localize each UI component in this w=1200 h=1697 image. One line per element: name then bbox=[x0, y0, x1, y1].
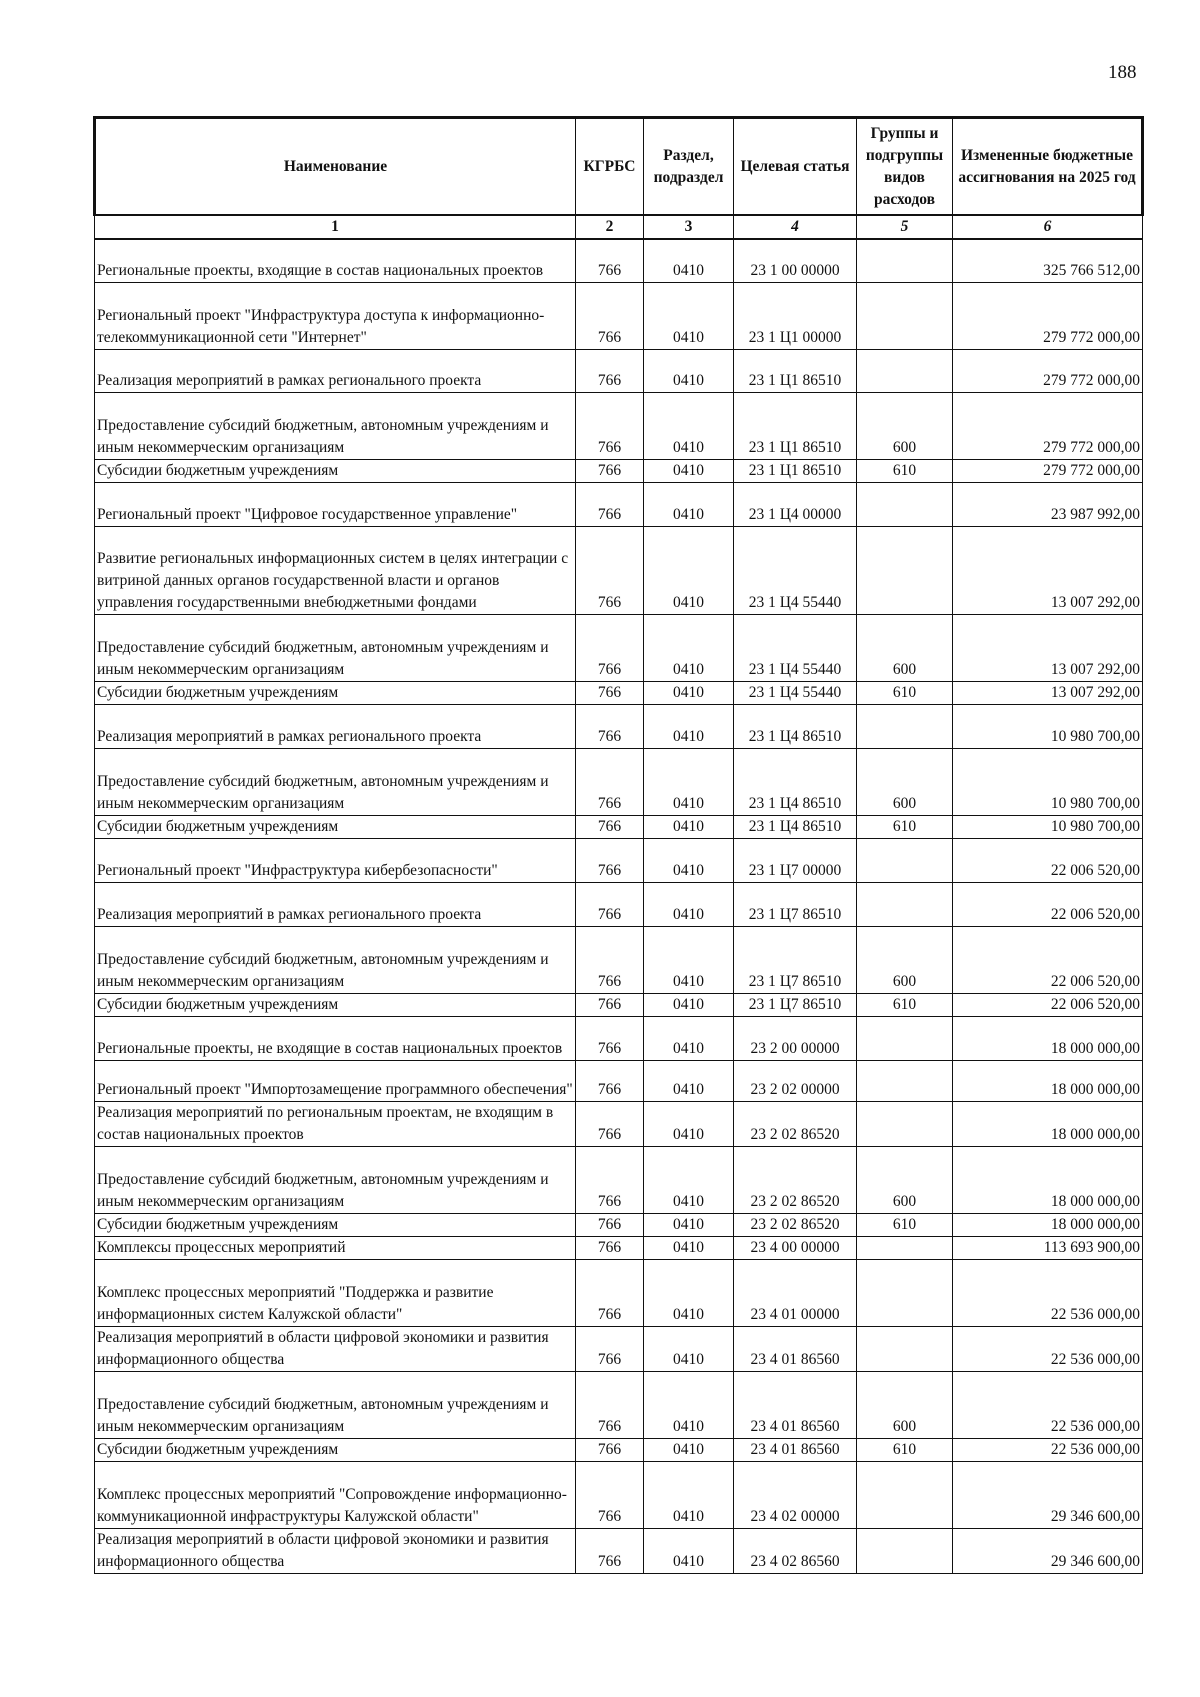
table-row bbox=[95, 1461, 1143, 1528]
row-name: Предоставление субсидий бюджетным, автономным учреждениям и иным некоммерческим организациям bbox=[95, 748, 576, 815]
row-kgrbs: 766 bbox=[576, 1016, 644, 1060]
row-amount: 22 006 520,00 bbox=[953, 926, 1143, 993]
table-row bbox=[95, 1528, 1143, 1573]
row-kgrbs: 766 bbox=[576, 392, 644, 459]
row-razdel: 0410 bbox=[644, 282, 734, 349]
row-kgrbs: 766 bbox=[576, 482, 644, 526]
row-statya: 23 2 00 00000 bbox=[734, 1016, 857, 1060]
row-amount: 22 006 520,00 bbox=[953, 882, 1143, 926]
row-name: Комплекс процессных мероприятий "Поддержка и развитие информационных систем Калужской области" bbox=[95, 1259, 576, 1326]
row-vid: 600 bbox=[857, 1371, 953, 1438]
row-amount: 18 000 000,00 bbox=[953, 1146, 1143, 1213]
column-number: 5 bbox=[857, 215, 953, 239]
row-name: Региональные проекты, входящие в состав национальных проектов bbox=[95, 239, 576, 282]
page-number: 188 bbox=[1108, 62, 1137, 83]
header-kgrbs: КГРБС bbox=[576, 118, 644, 216]
row-vid: 600 bbox=[857, 926, 953, 993]
row-vid bbox=[857, 482, 953, 526]
row-vid bbox=[857, 1101, 953, 1146]
row-vid: 600 bbox=[857, 1146, 953, 1213]
row-razdel: 0410 bbox=[644, 1016, 734, 1060]
row-razdel: 0410 bbox=[644, 459, 734, 482]
table-row bbox=[95, 1326, 1143, 1371]
row-vid: 610 bbox=[857, 459, 953, 482]
row-name: Комплекс процессных мероприятий "Сопровождение информационно-коммуникационной инфраструктуры Калужской области" bbox=[95, 1461, 576, 1528]
row-kgrbs: 766 bbox=[576, 1060, 644, 1101]
row-name: Реализация мероприятий по региональным проектам, не входящим в состав национальных проектов bbox=[95, 1101, 576, 1146]
row-statya: 23 1 Ц1 86510 bbox=[734, 459, 857, 482]
row-kgrbs: 766 bbox=[576, 1371, 644, 1438]
row-amount: 10 980 700,00 bbox=[953, 704, 1143, 748]
row-razdel: 0410 bbox=[644, 1060, 734, 1101]
row-razdel: 0410 bbox=[644, 392, 734, 459]
row-vid bbox=[857, 704, 953, 748]
row-kgrbs: 766 bbox=[576, 815, 644, 838]
table-row bbox=[95, 681, 1143, 704]
row-vid bbox=[857, 1326, 953, 1371]
column-number: 4 bbox=[734, 215, 857, 239]
row-kgrbs: 766 bbox=[576, 1461, 644, 1528]
row-statya: 23 2 02 86520 bbox=[734, 1213, 857, 1236]
row-vid bbox=[857, 239, 953, 282]
row-kgrbs: 766 bbox=[576, 748, 644, 815]
table-row bbox=[95, 704, 1143, 748]
column-number: 3 bbox=[644, 215, 734, 239]
row-vid bbox=[857, 1236, 953, 1259]
row-vid: 610 bbox=[857, 681, 953, 704]
row-name: Субсидии бюджетным учреждениям bbox=[95, 1213, 576, 1236]
row-amount: 13 007 292,00 bbox=[953, 681, 1143, 704]
table-row bbox=[95, 1213, 1143, 1236]
row-statya: 23 4 01 86560 bbox=[734, 1438, 857, 1461]
row-statya: 23 1 Ц7 86510 bbox=[734, 926, 857, 993]
row-name: Реализация мероприятий в рамках регионального проекта bbox=[95, 349, 576, 392]
row-kgrbs: 766 bbox=[576, 282, 644, 349]
row-name: Реализация мероприятий в рамках регионального проекта bbox=[95, 704, 576, 748]
row-name: Реализация мероприятий в рамках регионального проекта bbox=[95, 882, 576, 926]
row-razdel: 0410 bbox=[644, 1438, 734, 1461]
row-statya: 23 4 01 00000 bbox=[734, 1259, 857, 1326]
row-amount: 13 007 292,00 bbox=[953, 526, 1143, 614]
row-name: Региональные проекты, не входящие в состав национальных проектов bbox=[95, 1016, 576, 1060]
row-amount: 23 987 992,00 bbox=[953, 482, 1143, 526]
table-row bbox=[95, 1438, 1143, 1461]
row-kgrbs: 766 bbox=[576, 239, 644, 282]
row-razdel: 0410 bbox=[644, 1236, 734, 1259]
row-amount: 279 772 000,00 bbox=[953, 282, 1143, 349]
row-statya: 23 4 02 86560 bbox=[734, 1528, 857, 1573]
row-kgrbs: 766 bbox=[576, 1101, 644, 1146]
header-amount: Измененные бюджетные ассигнования на 2025 год bbox=[953, 118, 1143, 216]
row-vid: 600 bbox=[857, 748, 953, 815]
row-statya: 23 4 02 00000 bbox=[734, 1461, 857, 1528]
row-razdel: 0410 bbox=[644, 681, 734, 704]
table-body bbox=[95, 239, 1143, 1573]
row-vid bbox=[857, 282, 953, 349]
row-razdel: 0410 bbox=[644, 1146, 734, 1213]
row-kgrbs: 766 bbox=[576, 526, 644, 614]
row-vid bbox=[857, 882, 953, 926]
row-amount: 279 772 000,00 bbox=[953, 459, 1143, 482]
row-statya: 23 1 Ц4 55440 bbox=[734, 681, 857, 704]
table-row bbox=[95, 1016, 1143, 1060]
table-row bbox=[95, 838, 1143, 882]
row-name: Предоставление субсидий бюджетным, автономным учреждениям и иным некоммерческим организациям bbox=[95, 1371, 576, 1438]
row-razdel: 0410 bbox=[644, 1213, 734, 1236]
row-vid bbox=[857, 1528, 953, 1573]
table-row bbox=[95, 459, 1143, 482]
table-row bbox=[95, 882, 1143, 926]
row-name: Региональный проект "Импортозамещение программного обеспечения" bbox=[95, 1060, 576, 1101]
row-razdel: 0410 bbox=[644, 1326, 734, 1371]
row-amount: 22 536 000,00 bbox=[953, 1371, 1143, 1438]
header-statya: Целевая статья bbox=[734, 118, 857, 216]
row-statya: 23 1 Ц4 55440 bbox=[734, 614, 857, 681]
row-statya: 23 1 Ц1 00000 bbox=[734, 282, 857, 349]
row-razdel: 0410 bbox=[644, 882, 734, 926]
row-razdel: 0410 bbox=[644, 349, 734, 392]
row-kgrbs: 766 bbox=[576, 838, 644, 882]
row-name: Субсидии бюджетным учреждениям bbox=[95, 681, 576, 704]
table-row bbox=[95, 282, 1143, 349]
table-row bbox=[95, 526, 1143, 614]
row-statya: 23 1 Ц4 55440 bbox=[734, 526, 857, 614]
row-kgrbs: 766 bbox=[576, 1259, 644, 1326]
row-amount: 22 006 520,00 bbox=[953, 838, 1143, 882]
row-amount: 18 000 000,00 bbox=[953, 1016, 1143, 1060]
row-vid: 600 bbox=[857, 392, 953, 459]
row-statya: 23 2 02 00000 bbox=[734, 1060, 857, 1101]
row-amount: 18 000 000,00 bbox=[953, 1213, 1143, 1236]
table-row bbox=[95, 239, 1143, 282]
row-razdel: 0410 bbox=[644, 482, 734, 526]
table-row bbox=[95, 349, 1143, 392]
row-razdel: 0410 bbox=[644, 526, 734, 614]
row-amount: 22 536 000,00 bbox=[953, 1326, 1143, 1371]
row-statya: 23 1 Ц7 86510 bbox=[734, 993, 857, 1016]
row-amount: 113 693 900,00 bbox=[953, 1236, 1143, 1259]
column-number: 1 bbox=[95, 215, 576, 239]
row-amount: 22 006 520,00 bbox=[953, 993, 1143, 1016]
table-row bbox=[95, 1236, 1143, 1259]
row-statya: 23 1 Ц1 86510 bbox=[734, 349, 857, 392]
row-amount: 29 346 600,00 bbox=[953, 1461, 1143, 1528]
row-name: Предоставление субсидий бюджетным, автономным учреждениям и иным некоммерческим организациям bbox=[95, 614, 576, 681]
row-statya: 23 4 00 00000 bbox=[734, 1236, 857, 1259]
row-razdel: 0410 bbox=[644, 815, 734, 838]
row-name: Субсидии бюджетным учреждениям bbox=[95, 1438, 576, 1461]
row-statya: 23 1 Ц7 86510 bbox=[734, 882, 857, 926]
row-vid: 600 bbox=[857, 614, 953, 681]
row-amount: 279 772 000,00 bbox=[953, 392, 1143, 459]
row-name: Субсидии бюджетным учреждениям bbox=[95, 815, 576, 838]
row-razdel: 0410 bbox=[644, 1461, 734, 1528]
row-amount: 10 980 700,00 bbox=[953, 815, 1143, 838]
row-amount: 325 766 512,00 bbox=[953, 239, 1143, 282]
row-amount: 18 000 000,00 bbox=[953, 1101, 1143, 1146]
row-name: Региональный проект "Инфраструктура доступа к информационно-телекоммуникационной сети "Интернет" bbox=[95, 282, 576, 349]
row-razdel: 0410 bbox=[644, 1259, 734, 1326]
row-amount: 22 536 000,00 bbox=[953, 1259, 1143, 1326]
row-name: Предоставление субсидий бюджетным, автономным учреждениям и иным некоммерческим организациям bbox=[95, 1146, 576, 1213]
row-kgrbs: 766 bbox=[576, 1146, 644, 1213]
row-statya: 23 1 Ц7 00000 bbox=[734, 838, 857, 882]
row-kgrbs: 766 bbox=[576, 882, 644, 926]
row-kgrbs: 766 bbox=[576, 1438, 644, 1461]
row-razdel: 0410 bbox=[644, 1371, 734, 1438]
row-vid bbox=[857, 526, 953, 614]
table-row bbox=[95, 482, 1143, 526]
row-razdel: 0410 bbox=[644, 993, 734, 1016]
budget-allocation-table bbox=[93, 116, 1144, 1574]
row-vid bbox=[857, 838, 953, 882]
row-name: Региональный проект "Цифровое государственное управление" bbox=[95, 482, 576, 526]
row-statya: 23 4 01 86560 bbox=[734, 1371, 857, 1438]
row-statya: 23 1 Ц4 00000 bbox=[734, 482, 857, 526]
table-row bbox=[95, 1060, 1143, 1101]
row-statya: 23 1 Ц1 86510 bbox=[734, 392, 857, 459]
row-vid: 610 bbox=[857, 993, 953, 1016]
row-name: Предоставление субсидий бюджетным, автономным учреждениям и иным некоммерческим организациям bbox=[95, 926, 576, 993]
row-razdel: 0410 bbox=[644, 748, 734, 815]
row-statya: 23 1 Ц4 86510 bbox=[734, 815, 857, 838]
row-vid bbox=[857, 349, 953, 392]
row-kgrbs: 766 bbox=[576, 1236, 644, 1259]
row-amount: 18 000 000,00 bbox=[953, 1060, 1143, 1101]
row-razdel: 0410 bbox=[644, 614, 734, 681]
row-statya: 23 2 02 86520 bbox=[734, 1146, 857, 1213]
row-statya: 23 1 Ц4 86510 bbox=[734, 704, 857, 748]
row-vid bbox=[857, 1060, 953, 1101]
header-name: Наименование bbox=[95, 118, 576, 216]
row-kgrbs: 766 bbox=[576, 1326, 644, 1371]
row-kgrbs: 766 bbox=[576, 993, 644, 1016]
row-kgrbs: 766 bbox=[576, 614, 644, 681]
row-statya: 23 1 00 00000 bbox=[734, 239, 857, 282]
row-kgrbs: 766 bbox=[576, 459, 644, 482]
row-vid bbox=[857, 1259, 953, 1326]
row-name: Развитие региональных информационных систем в целях интеграции с витриной данных органов государственной власти и органов управления государственными внебюджетными фондами bbox=[95, 526, 576, 614]
row-name: Предоставление субсидий бюджетным, автономным учреждениям и иным некоммерческим организациям bbox=[95, 392, 576, 459]
row-amount: 279 772 000,00 bbox=[953, 349, 1143, 392]
table-row bbox=[95, 1259, 1143, 1326]
row-razdel: 0410 bbox=[644, 1101, 734, 1146]
row-razdel: 0410 bbox=[644, 704, 734, 748]
header-vid: Группы и подгруппы видов расходов bbox=[857, 118, 953, 216]
row-statya: 23 2 02 86520 bbox=[734, 1101, 857, 1146]
table-row bbox=[95, 392, 1143, 459]
row-name: Реализация мероприятий в области цифровой экономики и развития информационного общества bbox=[95, 1326, 576, 1371]
header-razdel: Раздел, подраздел bbox=[644, 118, 734, 216]
row-razdel: 0410 bbox=[644, 838, 734, 882]
row-kgrbs: 766 bbox=[576, 349, 644, 392]
row-kgrbs: 766 bbox=[576, 1528, 644, 1573]
table-row bbox=[95, 748, 1143, 815]
table-row bbox=[95, 1101, 1143, 1146]
row-razdel: 0410 bbox=[644, 926, 734, 993]
table-row bbox=[95, 815, 1143, 838]
row-amount: 22 536 000,00 bbox=[953, 1438, 1143, 1461]
column-number: 2 bbox=[576, 215, 644, 239]
row-amount: 29 346 600,00 bbox=[953, 1528, 1143, 1573]
row-vid bbox=[857, 1016, 953, 1060]
table-row bbox=[95, 926, 1143, 993]
row-vid: 610 bbox=[857, 815, 953, 838]
row-name: Комплексы процессных мероприятий bbox=[95, 1236, 576, 1259]
row-razdel: 0410 bbox=[644, 239, 734, 282]
column-number-row bbox=[95, 215, 1143, 239]
row-vid: 610 bbox=[857, 1438, 953, 1461]
row-kgrbs: 766 bbox=[576, 1213, 644, 1236]
column-number: 6 bbox=[953, 215, 1143, 239]
row-statya: 23 4 01 86560 bbox=[734, 1326, 857, 1371]
row-razdel: 0410 bbox=[644, 1528, 734, 1573]
table-header-row bbox=[95, 118, 1143, 216]
row-statya: 23 1 Ц4 86510 bbox=[734, 748, 857, 815]
row-vid: 610 bbox=[857, 1213, 953, 1236]
row-amount: 13 007 292,00 bbox=[953, 614, 1143, 681]
row-kgrbs: 766 bbox=[576, 926, 644, 993]
row-kgrbs: 766 bbox=[576, 704, 644, 748]
row-name: Субсидии бюджетным учреждениям bbox=[95, 459, 576, 482]
row-vid bbox=[857, 1461, 953, 1528]
row-name: Субсидии бюджетным учреждениям bbox=[95, 993, 576, 1016]
row-kgrbs: 766 bbox=[576, 681, 644, 704]
table-row bbox=[95, 614, 1143, 681]
row-name: Региональный проект "Инфраструктура кибербезопасности" bbox=[95, 838, 576, 882]
row-amount: 10 980 700,00 bbox=[953, 748, 1143, 815]
table-row bbox=[95, 1371, 1143, 1438]
row-name: Реализация мероприятий в области цифровой экономики и развития информационного общества bbox=[95, 1528, 576, 1573]
table-row bbox=[95, 1146, 1143, 1213]
table-row bbox=[95, 993, 1143, 1016]
